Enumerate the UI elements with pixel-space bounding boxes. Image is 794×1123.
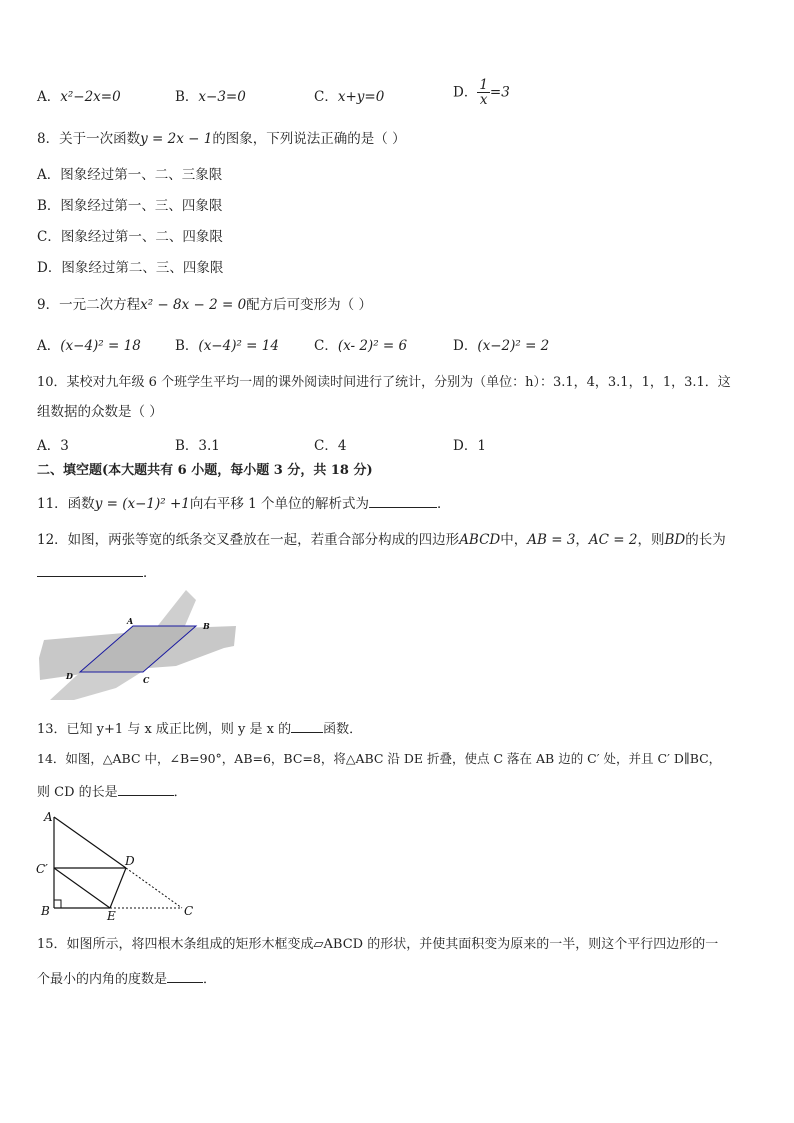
q10-option-b: B．3.1	[175, 438, 220, 454]
answer-blank[interactable]	[291, 718, 323, 733]
q10-stem-line1: 10．某校对九年级 6 个班学生平均一周的课外阅读时间进行了统计，分别为（单位：h）：3.1，4，3.1，1，1，3.1．这	[37, 375, 731, 390]
label-c: C	[143, 675, 150, 685]
q14-stem-line2: 则 CD 的长是 ．	[37, 781, 187, 802]
segment-de	[110, 868, 126, 908]
q15-stem-line2: 个最小的内角的度数是 ．	[37, 968, 216, 989]
q14-stem-line1: 14．如图，△ABC 中，∠B=90°，AB=6，BC=8，将△ABC 沿 DE 折叠，使点 C 落在 AB 边的 C′ 处，并且 C′ D∥BC，	[37, 751, 722, 766]
q7-option-a: A．x²−2x=0	[37, 89, 121, 105]
q8-option-c: C．图象经过第一、二、四象限	[37, 229, 223, 245]
q10-option-d: D．1	[453, 438, 486, 454]
answer-blank[interactable]	[167, 968, 203, 983]
q9-option-a: A．(x−4)² = 18	[37, 338, 141, 354]
q11-stem: 11．函数y = (x−1)² +1向右平移 1 个单位的解析式为 ．	[37, 493, 451, 513]
right-angle-mark	[54, 900, 61, 908]
q12-stem: 12．如图，两张等宽的纸条交叉叠放在一起，若重合部分构成的四边形ABCD中，AB = 3，AC = 2，则BD的长为	[37, 532, 726, 548]
label-a: A	[44, 810, 53, 824]
q9-stem: 9．一元二次方程x² − 8x − 2 = 0配方后可变形为（ ）	[37, 297, 372, 313]
q10-stem-line2: 组数据的众数是（ ）	[37, 404, 163, 420]
q10-option-a: A．3	[37, 438, 69, 454]
q7-option-c: C．x+y=0	[314, 89, 385, 105]
section-heading: 二、填空题(本大题共有 6 小题，每小题 3 分，共 18 分)	[37, 463, 373, 478]
q14-figure	[34, 808, 204, 924]
label-a: A	[127, 616, 134, 626]
q13-stem: 13．已知 y+1 与 x 成正比例，则 y 是 x 的 函数．	[37, 718, 362, 739]
q8-option-d: D．图象经过第二、三、四象限	[37, 260, 224, 276]
q15-stem-line1: 15．如图所示，将四根木条组成的矩形木框变成▱ABCD 的形状，并使其面积变为原来的一半，则这个平行四边形的一	[37, 937, 719, 952]
fraction: $\frac{1}{x}$	[479, 77, 488, 108]
q8-option-b: B．图象经过第一、三、四象限	[37, 198, 223, 214]
label-d: D	[66, 671, 73, 681]
q12-answer-line: ．	[37, 562, 157, 582]
q9-option-c: C．(x- 2)² = 6	[314, 338, 408, 354]
label-b: B	[41, 904, 50, 918]
q7-option-b: B．x−3=0	[175, 89, 246, 105]
q9-option-b: B．(x−4)² = 14	[175, 338, 279, 354]
q7-option-d: D． $\frac{1}{x}$ =3	[453, 77, 510, 108]
label-c-prime: C′	[36, 862, 48, 876]
q8-stem: 8．关于一次函数y = 2x − 1的图象，下列说法正确的是（ ）	[37, 131, 406, 147]
q10-option-c: C．4	[314, 438, 347, 454]
q9-option-d: D．(x−2)² = 2	[453, 338, 550, 354]
answer-blank[interactable]	[37, 562, 143, 577]
segment-dc-dashed	[126, 868, 182, 908]
answer-blank[interactable]	[369, 493, 437, 508]
label-c: C	[184, 904, 194, 918]
segment-ad	[54, 817, 126, 868]
q8-option-a: A．图象经过第一、二、三象限	[37, 167, 223, 183]
q12-figure	[36, 588, 240, 706]
segment-cprime-e	[54, 868, 110, 908]
answer-blank[interactable]	[118, 781, 174, 796]
label-e: E	[107, 909, 116, 923]
label-d: D	[125, 854, 135, 868]
label-b: B	[203, 621, 210, 631]
